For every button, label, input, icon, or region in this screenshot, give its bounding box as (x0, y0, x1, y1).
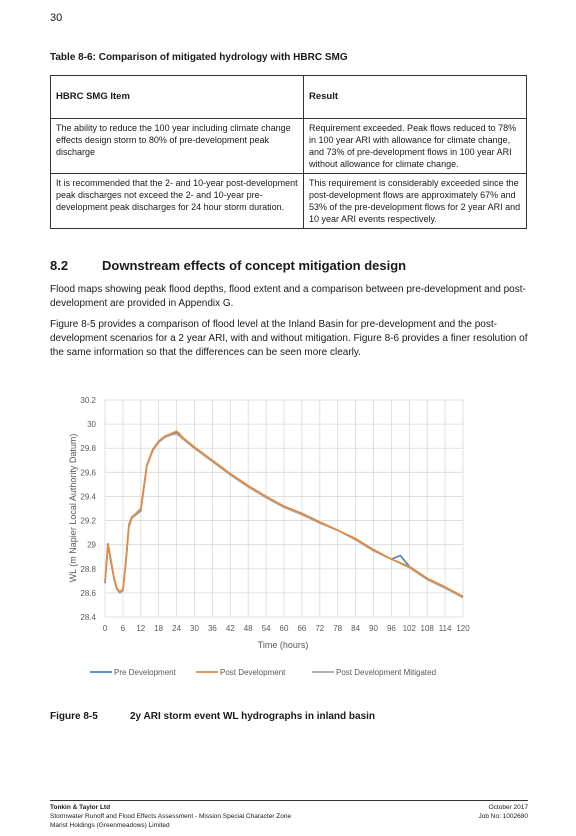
legend-label: Post Development (220, 668, 286, 677)
paragraph: Flood maps showing peak flood depths, flood extent and a comparison between pre-development and post-development are provided in Appendix G. (50, 284, 526, 309)
section-number: 8.2 (50, 258, 69, 273)
x-tick-label: 60 (279, 624, 289, 633)
x-tick-label: 0 (102, 624, 108, 633)
y-tick-label: 29.8 (80, 444, 96, 454)
footer-divider (50, 800, 528, 801)
chart-grid (105, 400, 463, 617)
table-cell: It is recommended that the 2- and 10-year post-development peak discharges not exceed the 2- and 10-year pre- development peak discharges for 24 hour storm duration. (51, 174, 304, 229)
table-cell: The ability to reduce the 100 year including climate change effects design storm to 80% of pre-development peak discharge (51, 119, 304, 174)
footer-date: October 2017 (488, 804, 528, 811)
section-title: Downstream effects of concept mitigation design (102, 258, 407, 273)
x-tick-label: 96 (386, 624, 396, 633)
table-cell: Requirement exceeded. Peak flows reduced to 78% in 100 year ARI with allowance for climate change, and 73% of pre-development flows in 100 year ARI without allowance for climate change. (304, 119, 527, 174)
x-tick-label: 78 (333, 624, 343, 633)
legend-label: Pre Development (114, 668, 176, 677)
x-tick-label: 24 (172, 624, 182, 633)
figure-caption-text: 2y ARI storm event WL hydrographs in inland basin (130, 711, 376, 722)
section-heading (50, 258, 406, 273)
figure-caption (50, 711, 375, 722)
y-tick-label: 30.2 (80, 396, 96, 405)
hydrograph-chart (0, 388, 576, 688)
y-tick-label: 28.6 (80, 588, 96, 598)
x-tick-label: 12 (136, 624, 146, 633)
x-tick-label: 84 (351, 624, 361, 633)
chart-legend (90, 668, 436, 677)
y-axis-label: WL (m Napier Local Authority Datum) (68, 433, 78, 583)
x-tick-label: 72 (315, 624, 325, 633)
y-tick-label: 29.4 (80, 492, 96, 502)
paragraph: Figure 8-5 provides a comparison of flood level at the Inland Basin for pre-development and the post-development scenarios for a 2 year ARI, with and without mitigation. Figure 8-6 provides a finer resolution of the same information so that the differences can be seen more clearly. (50, 319, 528, 358)
x-tick-label: 102 (402, 624, 416, 633)
column-header: HBRC SMG Item (51, 76, 304, 119)
footer-company: Tonkin & Taylor Ltd (50, 804, 111, 811)
table-caption: Table 8-6: Comparison of mitigated hydrology with HBRC SMG (50, 52, 348, 63)
table-cell: This requirement is considerably exceeded since the post-development flows are approximately 67% and 53% of the pre-development flows for 2 year ARI and 10 year ARI events respectively. (304, 174, 527, 229)
x-tick-label: 30 (190, 624, 199, 633)
y-tick-label: 29 (87, 540, 96, 550)
column-header: Result (304, 76, 527, 119)
y-tick-label: 29.2 (80, 516, 96, 526)
x-tick-label: 108 (420, 624, 434, 633)
x-tick-label: 36 (207, 624, 217, 633)
y-tick-label: 29.6 (80, 468, 96, 478)
footer-job: Job No: 1002680 (478, 813, 528, 820)
y-tick-label: 28.4 (80, 613, 96, 622)
y-axis-ticks (80, 396, 96, 622)
x-tick-label: 42 (225, 624, 235, 633)
x-tick-label: 6 (120, 624, 126, 633)
legend-label: Post Development Mitigated (336, 668, 437, 677)
x-axis-label: Time (hours) (257, 640, 309, 650)
x-tick-label: 90 (369, 624, 378, 633)
page-number: 30 (50, 12, 63, 24)
footer-report: Stormwater Runoff and Flood Effects Assessment - Mission Special Character Zone (50, 813, 292, 820)
x-axis-ticks (103, 624, 470, 633)
table-row (51, 174, 527, 229)
comparison-table (50, 75, 527, 229)
x-tick-label: 120 (456, 624, 470, 633)
x-tick-label: 48 (243, 624, 253, 633)
x-tick-label: 66 (297, 624, 307, 633)
figure-number: Figure 8-5 (50, 711, 98, 722)
table-header-row (51, 76, 527, 119)
table-row (51, 119, 527, 174)
x-tick-label: 54 (261, 624, 271, 633)
y-tick-label: 28.8 (80, 564, 96, 574)
x-tick-label: 114 (438, 624, 452, 633)
footer-client: Marist Holdings (Greenmeadows) Limited (50, 822, 170, 829)
y-tick-label: 30 (87, 420, 96, 430)
x-tick-label: 18 (154, 624, 164, 633)
